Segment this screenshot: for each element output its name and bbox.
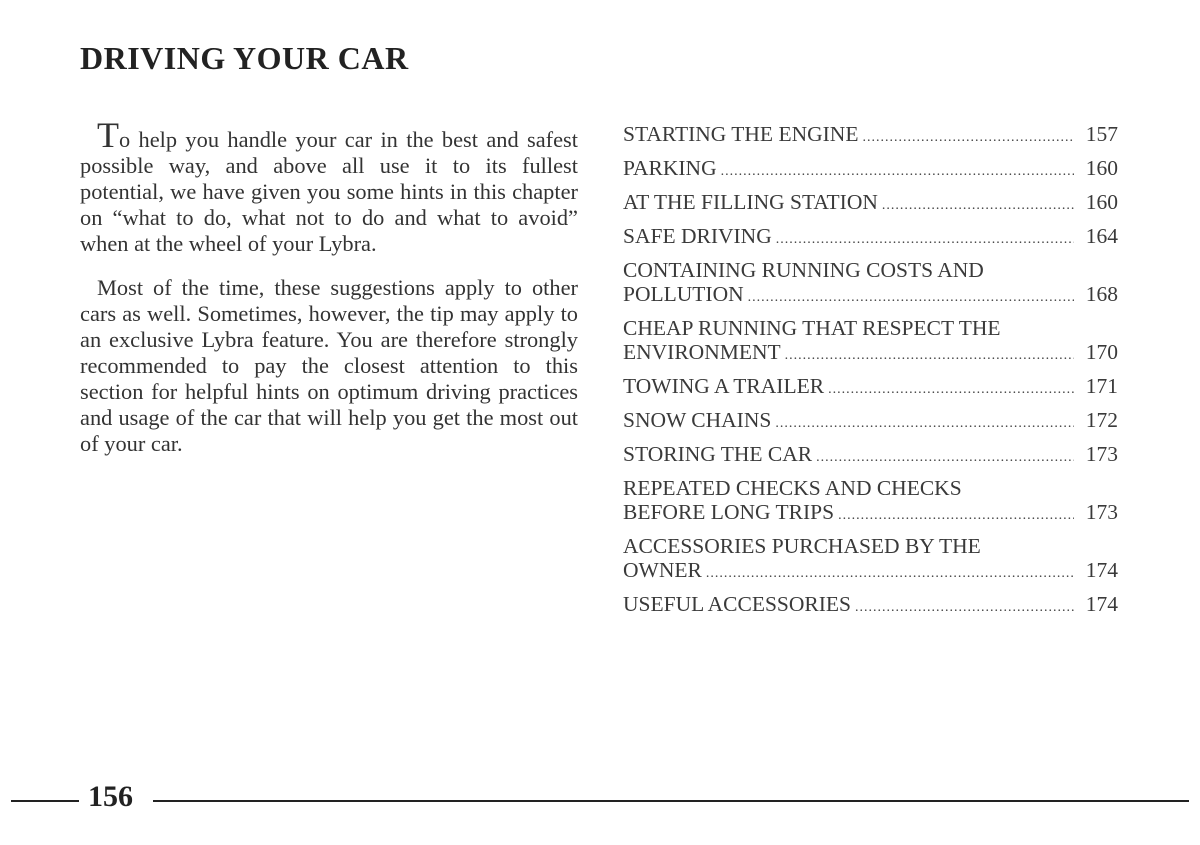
- toc-page-number: 168: [1085, 282, 1118, 306]
- toc-entry-title: USEFUL ACCESSORIES: [623, 592, 851, 616]
- dot-leader: [855, 596, 1074, 620]
- intro-paragraph-1-text: o help you handle your car in the best and safest possible way, and above all use it to its fullest potential, we have given you some hints in this chapter on “what to do, what not to do and what to avoid” when at the wheel of your Lybra.: [80, 127, 578, 256]
- dot-leader: [882, 194, 1074, 218]
- dot-leader: [748, 286, 1074, 310]
- toc-entry-snow-chains[interactable]: [623, 408, 1118, 436]
- toc-entry-title-line-1: REPEATED CHECKS AND CHECKS: [623, 476, 962, 500]
- page-number: 156: [88, 780, 133, 813]
- toc-entry-storing-the-car[interactable]: [623, 442, 1118, 470]
- toc-page-number: 157: [1085, 122, 1118, 146]
- dot-leader: [721, 160, 1074, 184]
- toc-entry-accessories-purchased[interactable]: [623, 534, 1118, 586]
- toc-entry-title: STORING THE CAR: [623, 442, 813, 466]
- dot-leader: [862, 126, 1074, 150]
- toc-page-number: 170: [1085, 340, 1118, 364]
- toc-entry-repeated-checks[interactable]: [623, 476, 1118, 528]
- toc-page-number: 174: [1085, 558, 1118, 582]
- toc-entry-title: PARKING: [623, 156, 717, 180]
- toc-entry-title: BEFORE LONG TRIPS: [623, 500, 835, 524]
- footer-rule-right: [153, 800, 1189, 802]
- toc-entry-title-line-1: CONTAINING RUNNING COSTS AND: [623, 258, 984, 282]
- toc-page-number: 171: [1085, 374, 1118, 398]
- toc-entry-title-line-1: CHEAP RUNNING THAT RESPECT THE: [623, 316, 1001, 340]
- dot-leader: [838, 504, 1074, 528]
- intro-text: [80, 115, 578, 475]
- toc-entry-towing-a-trailer[interactable]: [623, 374, 1118, 402]
- toc-entry-title: AT THE FILLING STATION: [623, 190, 878, 214]
- dot-leader: [775, 412, 1074, 436]
- toc-page-number: 160: [1085, 156, 1118, 180]
- dot-leader: [776, 228, 1074, 252]
- dot-leader: [828, 378, 1074, 402]
- footer-rule-left: [11, 800, 79, 802]
- intro-paragraph-2: Most of the time, these suggestions apply to other cars as well. Sometimes, however, the tip may apply to an exclusive Lybra feature. You are therefore strongly recommended to pay the closest attention to this section for helpful hints on optimum driving practices and usage of the car that will help you get the most out of your car.: [80, 275, 578, 456]
- dot-leader: [785, 344, 1074, 368]
- toc-page-number: 160: [1085, 190, 1118, 214]
- toc-entry-title: SNOW CHAINS: [623, 408, 772, 432]
- toc-page-number: 174: [1085, 592, 1118, 616]
- chapter-title: DRIVING YOUR CAR: [80, 40, 409, 76]
- toc-entry-title: TOWING A TRAILER: [623, 374, 825, 398]
- table-of-contents: [623, 122, 1118, 626]
- toc-entry-safe-driving[interactable]: [623, 224, 1118, 252]
- toc-entry-title: OWNER: [623, 558, 702, 582]
- toc-entry-title: STARTING THE ENGINE: [623, 122, 859, 146]
- drop-cap: T: [97, 115, 119, 155]
- toc-entry-containing-running-costs[interactable]: [623, 258, 1118, 310]
- toc-entry-title: POLLUTION: [623, 282, 744, 306]
- toc-entry-at-the-filling-station[interactable]: [623, 190, 1118, 218]
- toc-entry-useful-accessories[interactable]: [623, 592, 1118, 620]
- toc-entry-starting-the-engine[interactable]: [623, 122, 1118, 150]
- dot-leader: [816, 446, 1074, 470]
- dot-leader: [706, 562, 1074, 586]
- toc-entry-cheap-running[interactable]: [623, 316, 1118, 368]
- toc-page-number: 164: [1085, 224, 1118, 248]
- toc-page-number: 172: [1085, 408, 1118, 432]
- toc-page-number: 173: [1085, 500, 1118, 524]
- toc-entry-parking[interactable]: [623, 156, 1118, 184]
- toc-entry-title-line-1: ACCESSORIES PURCHASED BY THE: [623, 534, 981, 558]
- toc-entry-title: SAFE DRIVING: [623, 224, 772, 248]
- toc-page-number: 173: [1085, 442, 1118, 466]
- toc-entry-title: ENVIRONMENT: [623, 340, 781, 364]
- intro-paragraph-1: [80, 115, 578, 257]
